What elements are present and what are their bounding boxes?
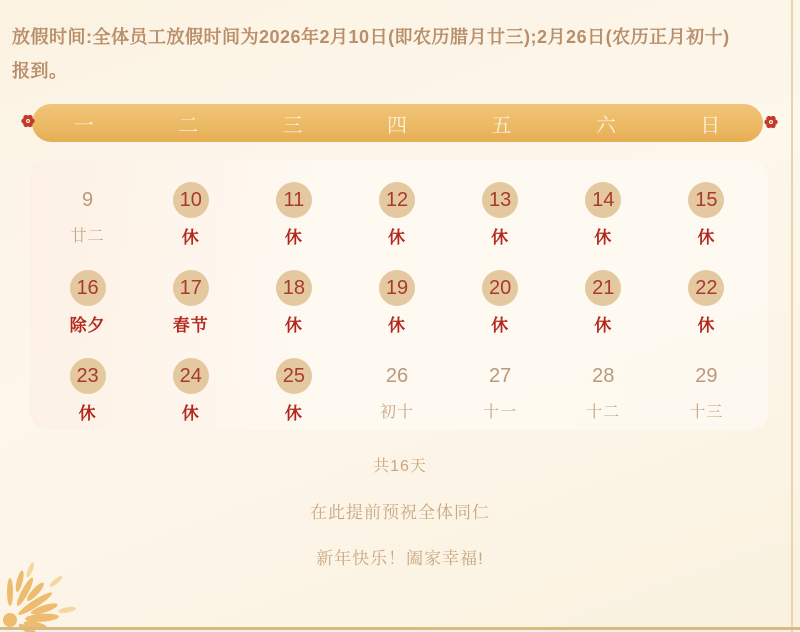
plum-blossom-icon <box>763 114 779 130</box>
day-number: 13 <box>489 188 512 211</box>
day-number: 27 <box>489 364 512 387</box>
day-number: 21 <box>592 276 615 299</box>
calendar-day-12 <box>345 182 448 250</box>
day-label: 休 <box>491 228 510 247</box>
calendar-day-10 <box>139 182 242 250</box>
page-bottom-border <box>0 627 800 630</box>
day-number: 9 <box>82 188 94 211</box>
day-number-badge <box>276 270 312 306</box>
day-number: 29 <box>695 364 718 387</box>
page-right-border <box>791 0 793 632</box>
day-label: 休 <box>78 404 97 423</box>
calendar-day-17 <box>139 270 242 338</box>
day-number: 24 <box>179 364 202 387</box>
day-number: 20 <box>489 276 512 299</box>
total-days-text: 共16天 <box>373 458 427 475</box>
day-label: 休 <box>387 316 406 335</box>
weekday-label: 日 <box>700 114 722 137</box>
day-number: 12 <box>385 188 409 211</box>
day-label: 休 <box>284 404 303 423</box>
day-label: 休 <box>697 228 716 247</box>
day-label: 十一 <box>483 404 518 421</box>
calendar-day-27 <box>449 358 552 426</box>
day-number: 17 <box>179 276 202 299</box>
day-number-badge <box>379 182 415 218</box>
firework-burst-icon <box>648 520 800 632</box>
day-label: 廿二 <box>70 228 105 245</box>
day-label: 十三 <box>689 404 724 421</box>
day-number-plain <box>379 358 415 394</box>
greeting-line-1: 在此提前预祝全体同仁 <box>310 503 490 522</box>
notice-line-1: 放假时间:全体员工放假时间为2026年2月10日(即农历腊月廿三);2月26日(农历正月初十) <box>12 27 730 47</box>
holiday-notice-text <box>12 20 792 88</box>
weekday-label: 三 <box>282 114 304 137</box>
day-number-badge <box>70 270 106 306</box>
day-label: 春节 <box>172 316 209 335</box>
calendar-day-25 <box>242 358 345 426</box>
calendar-day-20 <box>449 270 552 338</box>
greeting-line-2: 新年快乐！阖家幸福! <box>316 549 484 568</box>
calendar-day-24 <box>139 358 242 426</box>
day-label: 休 <box>181 404 200 423</box>
day-number-plain <box>70 182 106 218</box>
calendar-day-13 <box>449 182 552 250</box>
weekday-label: 四 <box>386 114 408 137</box>
calendar-day-21 <box>552 270 655 338</box>
weekday-label: 五 <box>491 114 513 137</box>
calendar-day-28 <box>552 358 655 426</box>
day-label: 十二 <box>586 404 621 421</box>
weekday-label: 二 <box>178 114 200 137</box>
day-number-badge <box>688 182 724 218</box>
day-number-badge <box>173 358 209 394</box>
day-label: 休 <box>387 228 406 247</box>
calendar-day-14 <box>552 182 655 250</box>
day-number-badge <box>688 270 724 306</box>
day-number-badge <box>379 270 415 306</box>
plum-blossom-icon <box>20 113 36 129</box>
day-number-plain <box>688 358 724 394</box>
calendar-day-29 <box>655 358 758 426</box>
day-number-badge <box>585 182 621 218</box>
day-label: 休 <box>491 316 510 335</box>
day-number: 18 <box>282 276 305 299</box>
day-label: 除夕 <box>69 316 106 335</box>
day-number-badge <box>276 358 312 394</box>
day-label: 休 <box>284 228 303 247</box>
day-label: 休 <box>594 228 613 247</box>
day-number: 14 <box>592 188 615 211</box>
notice-line-2: 报到。 <box>12 61 68 81</box>
day-number: 22 <box>695 276 718 299</box>
day-label: 休 <box>181 228 200 247</box>
day-number-plain <box>482 358 518 394</box>
day-label: 休 <box>697 316 716 335</box>
day-number: 26 <box>385 364 409 387</box>
day-number-badge <box>482 182 518 218</box>
day-number-badge <box>173 182 209 218</box>
firework-burst-icon <box>0 498 160 632</box>
day-label: 初十 <box>379 404 414 421</box>
calendar-day-22 <box>655 270 758 338</box>
day-number-badge <box>173 270 209 306</box>
day-number: 23 <box>76 364 99 387</box>
weekday-header-bar <box>32 104 763 142</box>
day-number: 25 <box>282 364 305 387</box>
day-label: 休 <box>284 316 303 335</box>
calendar-day-23 <box>36 358 139 426</box>
calendar-day-15 <box>655 182 758 250</box>
day-number: 10 <box>179 188 202 211</box>
calendar-grid <box>36 182 758 426</box>
day-number-badge <box>276 182 312 218</box>
day-number: 28 <box>592 364 615 387</box>
calendar-day-19 <box>345 270 448 338</box>
calendar-day-18 <box>242 270 345 338</box>
day-number: 15 <box>695 188 718 211</box>
calendar-day-11 <box>242 182 345 250</box>
weekday-label: 一 <box>73 114 95 137</box>
weekday-label: 六 <box>595 114 617 137</box>
day-number-badge <box>70 358 106 394</box>
calendar-day-9 <box>36 182 139 250</box>
day-number-badge <box>482 270 518 306</box>
day-number: 19 <box>385 276 409 299</box>
calendar-day-26 <box>345 358 448 426</box>
day-number-badge <box>585 270 621 306</box>
day-number: 16 <box>76 276 99 299</box>
day-label: 休 <box>594 316 613 335</box>
day-number-plain <box>585 358 621 394</box>
day-number: 11 <box>283 188 305 211</box>
calendar-day-16 <box>36 270 139 338</box>
